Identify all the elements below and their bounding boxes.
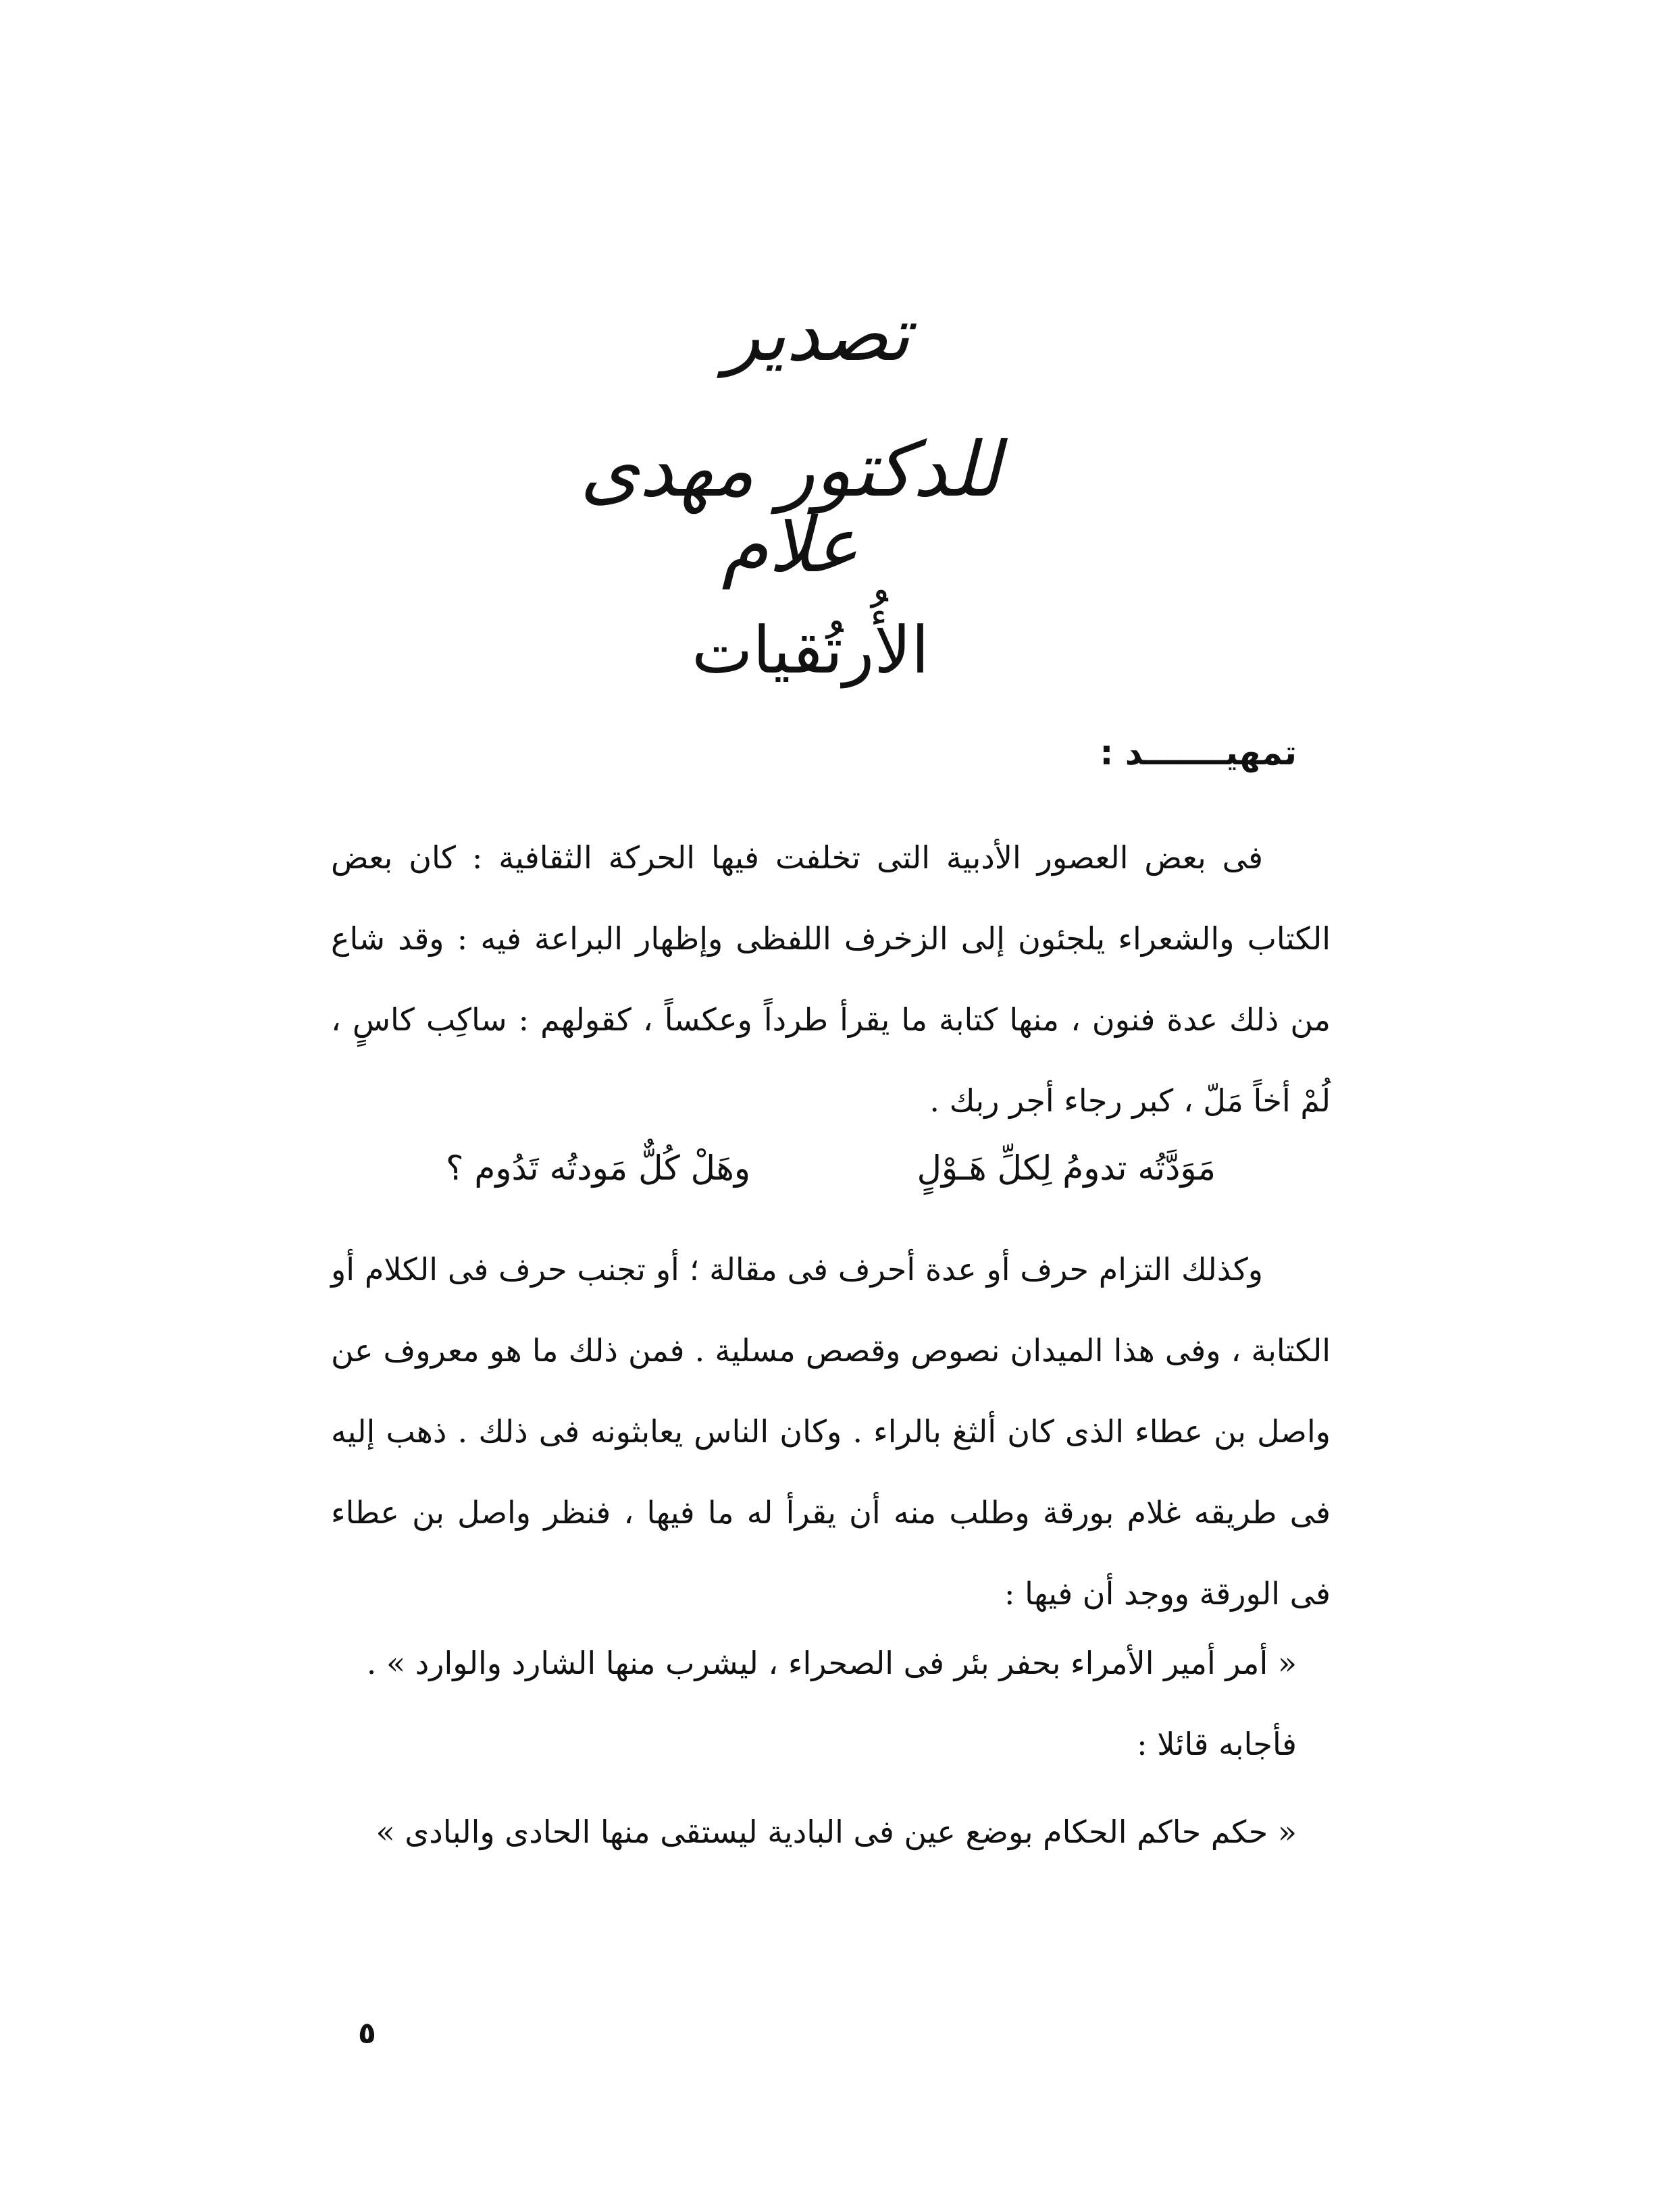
verse-right-hemistich: مَوَدَّتُه تدومُ لِكلِّ هَـوْلٍ [917,1149,1216,1188]
quote-second: « حكم حاكم الحكام بوضع عين فى البادية ليستقى منها الحادى والبادى » [376,1814,1297,1850]
verse-line [446,1149,1216,1188]
answer-intro: فأجابه قائلا : [1137,1726,1297,1762]
body-paragraph: وكذلك التزام حرف أو عدة أحرف فى مقالة ؛ أو تجنب حرف فى الكلام أو الكتابة ، وفى هذا الميدان نصوص وقصص مسلية . فمن ذلك ما هو معروف عن واصل بن عطاء الذى كان ألثغ بالراء . وكان الناس يعابثونه فى ذلك . ذهب إليه فى طريقه غلام بورقة وطلب منه أن يقرأ له ما فيها ، فنظر واصل بن عطاء فى الورقة ووجد أن فيها : [331,1251,1331,1612]
section-title: الأُرتُقيات [692,612,929,688]
page-number: ٥ [358,2016,376,2051]
intro-paragraph: فى بعض العصور الأدبية التى تخلفت فيها الحركة الثقافية : كان بعض الكتاب والشعراء يلجئون إلى الزخرف اللفظى وإظهار البراعة فيه : وقد شاع من ذلك عدة فنون ، منها كتابة ما يقرأ طرداً وعكساً ، كقولهم : ساكِب كاسٍ ، لُمْ أخاً مَلّ ، كبر رجاء أجر ربك . [331,839,1331,1119]
page-title: تصدير [724,291,910,377]
quote-first: « أمر أمير الأمراء بحفر بئر فى الصحراء ، ليشرب منها الشارد والوارد » . [366,1645,1297,1681]
verse-left-hemistich: وهَلْ كُلٌّ مَودتُه تَدُوم ؟ [446,1149,751,1188]
author-line: للدكتور مهدى علام [579,426,1001,589]
intro-heading: تمهيـــــــد : [1100,733,1297,772]
